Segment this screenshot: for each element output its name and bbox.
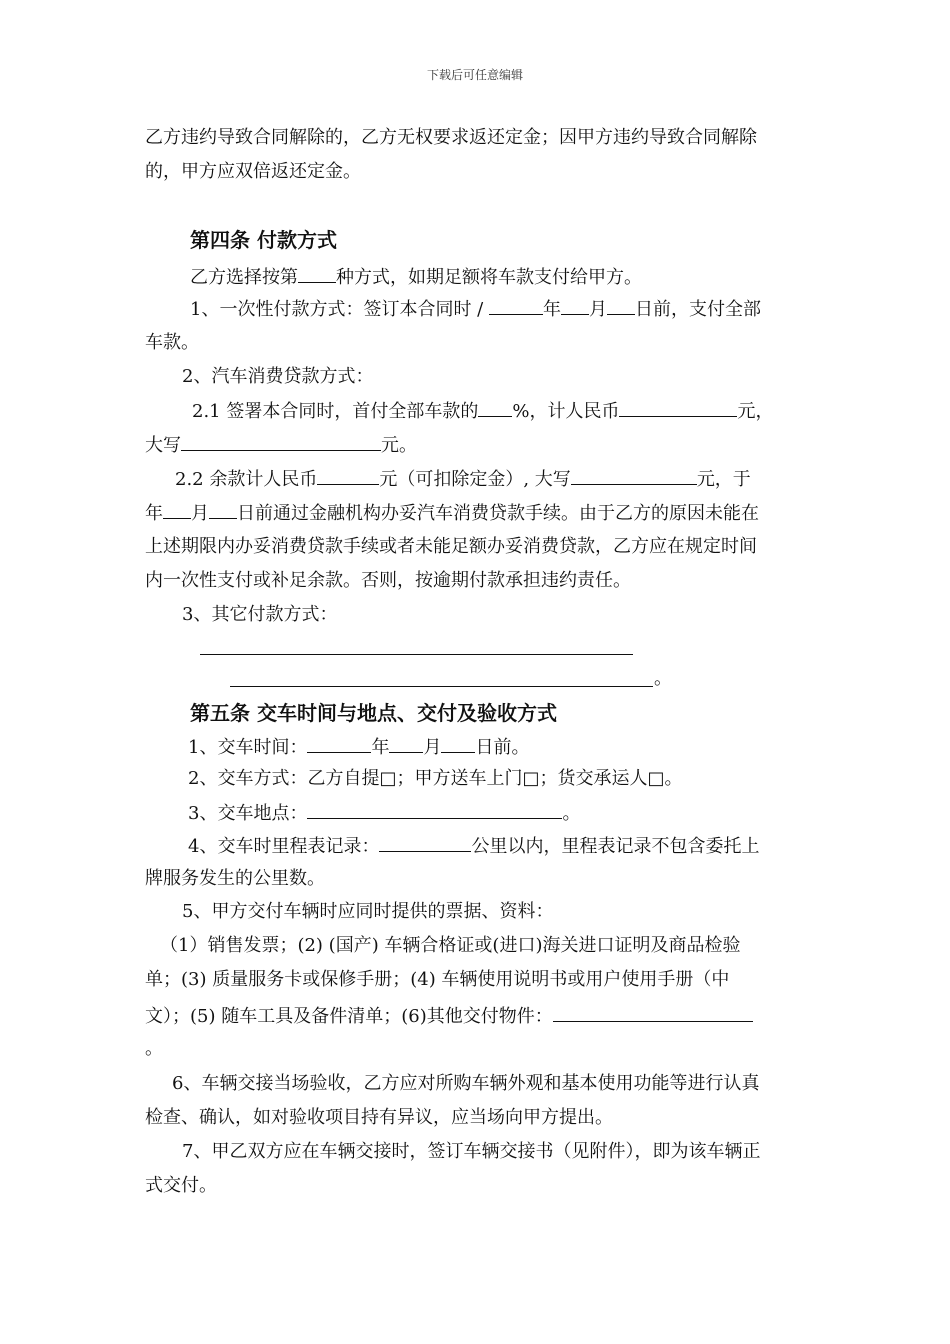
paragraph-line: 单；(3) 质量服务卡或保修手册；(4) 车辆使用说明书或用户使用手册（中 xyxy=(145,969,730,990)
paragraph-line: 车款。 xyxy=(145,332,199,353)
blank-field xyxy=(441,734,475,753)
blank-field xyxy=(619,398,737,417)
blank-field xyxy=(489,296,543,315)
paragraph-line: 7、甲乙双方应在车辆交接时，签订车辆交接书（见附件），即为该车辆正 xyxy=(182,1141,761,1162)
paragraph-line: 的，甲方应双倍返还定金。 xyxy=(145,161,361,182)
paragraph-line: 乙方违约导致合同解除的，乙方无权要求返还定金；因甲方违约导致合同解除 xyxy=(145,127,757,148)
paragraph-line: 1、一次性付款方式：签订本合同时 / 年 月 日前，支付全部 xyxy=(190,296,761,322)
blank-field xyxy=(163,500,191,519)
blank-field xyxy=(607,296,635,315)
blank-field xyxy=(561,296,589,315)
paragraph-line: 乙方选择按第 种方式，如期足额将车款支付给甲方。 xyxy=(190,264,642,290)
blank-field xyxy=(298,264,336,283)
paragraph-line: 年 月 日前通过金融机构办妥汽车消费贷款手续。由于乙方的原因未能在 xyxy=(145,500,759,526)
blank-field xyxy=(553,1003,753,1022)
paragraph-line: 文）；(5) 随车工具及备件清单；(6)其他交付物件： xyxy=(145,1003,753,1029)
blank-field xyxy=(317,466,379,485)
paragraph-line: 上述期限内办妥消费贷款手续或者未能足额办妥消费贷款，乙方应在规定时间 xyxy=(145,536,757,557)
paragraph-line: 2、交车方式：乙方自提□；甲方送车上门□；货交承运人□。 xyxy=(188,768,683,789)
blank-line xyxy=(200,654,633,655)
paragraph-line: 6、车辆交接当场验收，乙方应对所购车辆外观和基本使用功能等进行认真 xyxy=(172,1073,760,1094)
paragraph-line: 3、其它付款方式： xyxy=(182,604,338,625)
paragraph-line: 4、交车时里程表记录： 公里以内，里程表记录不包含委托上 xyxy=(188,833,759,859)
article-4-title: 第四条 付款方式 xyxy=(190,228,337,252)
paragraph-line: 2.2 余款计人民币 元（可扣除定金）, 大写 元，于 xyxy=(175,466,751,492)
blank-field xyxy=(209,500,237,519)
paragraph-line: 式交付。 xyxy=(145,1175,217,1196)
blank-field xyxy=(307,800,562,819)
blank-field xyxy=(478,398,512,417)
paragraph-line: 大写 元。 xyxy=(145,432,417,458)
page-header: 下载后可任意编辑 xyxy=(426,68,523,82)
blank-field xyxy=(379,833,471,852)
paragraph-line: 牌服务发生的公里数。 xyxy=(145,868,325,889)
blank-line xyxy=(230,686,653,687)
paragraph-line: 1、交车时间： 年 月 日前。 xyxy=(188,734,529,760)
paragraph-line: 检查、确认，如对验收项目持有异议，应当场向甲方提出。 xyxy=(145,1107,613,1128)
paragraph-line: 3、交车地点： 。 xyxy=(188,800,580,826)
paragraph-line: 5、甲方交付车辆时应同时提供的票据、资料： xyxy=(182,901,554,922)
paragraph-line: 。 xyxy=(145,1038,163,1059)
article-5-title: 第五条 交车时间与地点、交付及验收方式 xyxy=(190,701,557,725)
paragraph-line: 内一次性支付或补足余款。否则，按逾期付款承担违约责任。 xyxy=(145,570,631,591)
paragraph-line: （1）销售发票；(2) (国产) 车辆合格证或(进口)海关进口证明及商品检验 xyxy=(160,935,741,956)
paragraph-line: 2.1 签署本合同时，首付全部车款的 %，计人民币 元， xyxy=(192,398,773,424)
paragraph-end-mark: 。 xyxy=(654,668,672,689)
paragraph-line: 2、汽车消费贷款方式： xyxy=(182,366,374,387)
blank-field xyxy=(181,432,381,451)
blank-field xyxy=(307,734,371,753)
blank-field xyxy=(571,466,697,485)
blank-field xyxy=(389,734,423,753)
